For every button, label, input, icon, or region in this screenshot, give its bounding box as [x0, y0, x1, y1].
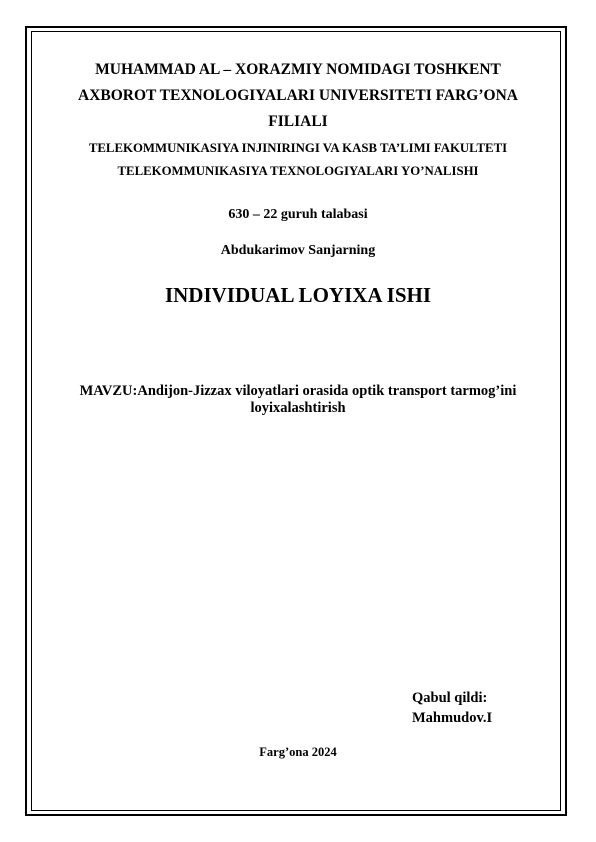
supervisor-name: Mahmudov.I [412, 710, 493, 726]
student-group: 630 – 22 guruh talabasi [228, 207, 368, 222]
university-name-line-3: FILIALI [268, 113, 328, 130]
place-and-year: Farg’ona 2024 [259, 745, 337, 759]
direction-name: TELEKOMMUNIKASIYA TEXNOLOGIYALARI YO’NALISHI [117, 164, 479, 178]
faculty-name: TELEKOMMUNIKASIYA INJINIRINGI VA KASB TA’LIMI FAKULTETI [88, 141, 508, 155]
university-name-line-1: MUHAMMAD AL – XORAZMIY NOMIDAGI TOSHKENT [95, 61, 501, 78]
accepted-label: Qabul qildi: [412, 690, 488, 706]
student-name: Abdukarimov Sanjarning [220, 243, 376, 258]
topic-line-2: loyixalashtirish [250, 400, 346, 416]
work-title: INDIVIDUAL LOYIXA ISHI [164, 283, 432, 307]
topic-line-1: MAVZU:Andijon-Jizzax viloyatlari orasida optik transport tarmog’ini [79, 383, 517, 399]
university-name-line-2: AXBOROT TEXNOLOGIYALARI UNIVERSITETI FARG’ONA [78, 87, 518, 104]
